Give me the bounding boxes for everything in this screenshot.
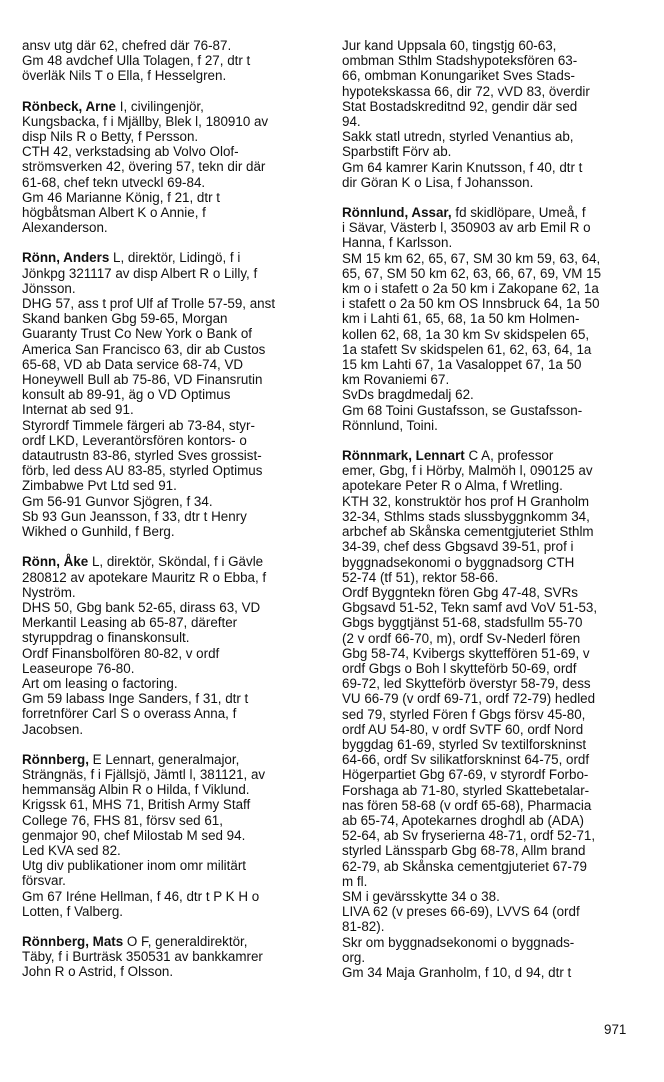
entry-line: Krigssk 61, MHS 71, British Army Staff <box>22 797 251 813</box>
entry-line: Ordf Byggntekn fören Gbg 47-48, SVRs <box>342 584 578 600</box>
entry-line: 52-74 (tf 51), rektor 58-66. <box>342 569 499 585</box>
entry-line: 52-64, ab Sv fryserierna 48-71, ordf 52-71, <box>342 828 596 844</box>
entry-line: Gm 67 Iréne Hellman, f 46, dtr t P K H o <box>22 888 260 904</box>
entry-line: Sakk statl utredn, styrled Venantius ab, <box>342 129 574 145</box>
entry-line: SvDs bragdmedalj 62. <box>342 387 474 403</box>
biography-entry <box>22 250 318 539</box>
biography-entry <box>22 752 318 919</box>
entry-line: 81-82). <box>342 919 385 935</box>
entry-line: km i Lahti 61, 65, 68, 1a 50 km Holmen- <box>342 311 580 327</box>
entry-line: Art om leasing o factoring. <box>22 675 178 691</box>
entry-line: Led KVA sed 82. <box>22 842 121 858</box>
entry-line: SM 15 km 62, 65, 67, SM 30 km 59, 63, 64, <box>342 250 601 266</box>
entry-line: emer, Gbg, f i Hörby, Malmöh l, 090125 av <box>342 463 593 479</box>
left-column <box>22 38 318 995</box>
entry-line: högbåtsman Albert K o Annie, f <box>22 205 206 221</box>
entry-line: DHG 57, ass t prof Ulf af Trolle 57-59, anst <box>22 296 276 312</box>
entry-line: 1a stafett Sv skidspelen 61, 62, 63, 64, 1a <box>342 341 592 357</box>
entry-line: arbchef ab Skånska cementgjuteriet Sthlm <box>342 524 594 540</box>
entry-line: KTH 32, konstruktör hos prof H Granholm <box>342 493 590 509</box>
entry-line: 65, 67, SM 50 km 62, 63, 66, 67, 69, VM 15 <box>342 265 602 281</box>
entry-line: Jönkpg 321117 av disp Albert R o Lilly, f <box>22 265 258 281</box>
entry-line: datautrustn 83-86, styrled Sves grossist- <box>22 448 262 464</box>
entry-line: ordf AU 54-80, v ordf SvTF 60, ordf Nord <box>342 721 584 737</box>
entry-line: konsult ab 89-91, äg o VD Optimus <box>22 387 231 403</box>
entry-line: org. <box>342 949 366 965</box>
entry-line <box>22 752 318 767</box>
entry-line: Styrordf Timmele färgeri ab 73-84, styr- <box>22 417 255 433</box>
entry-line: 61-68, chef tekn utveckl 69-84. <box>22 174 206 190</box>
entry-line: John R o Astrid, f Olsson. <box>22 964 174 980</box>
entry-line: överläk Nils T o Ella, f Hesselgren. <box>22 68 227 84</box>
entry-line: ansv utg där 62, chefred där 76-87. <box>22 38 232 53</box>
entry-line: i stafett o 2a 50 km OS Innsbruck 64, 1a 50 <box>342 296 600 312</box>
entry-line-text: fd skidlöpare, Umeå, f <box>451 205 586 221</box>
entry-line: ombman Sthlm Stadshypoteksfören 63- <box>342 53 578 69</box>
entry-line: Täby, f i Burträsk 350531 av bankkamrer <box>22 949 263 965</box>
entry-line: Honeywell Bull ab 75-86, VD Finansrutin <box>22 372 263 388</box>
entry-line: Gm 56-91 Gunvor Sjögren, f 34. <box>22 493 213 509</box>
entry-line: CTH 42, verkstadsing ab Volvo Olof- <box>22 144 239 160</box>
entry-line: Sb 93 Gun Jeansson, f 33, dtr t Henry <box>22 508 247 524</box>
entry-name: Rönnmark, Lennart <box>342 448 465 464</box>
entry-line: Kungsbacka, f i Mjällby, Blek l, 180910 av <box>22 113 269 129</box>
entry-line <box>22 99 318 114</box>
entry-line: Ordf Finansbolfören 80-82, v ordf <box>22 645 220 661</box>
entry-line: Jacobsen. <box>22 721 84 737</box>
entry-line: hypotekskassa 66, dir 72, vVD 83, överdir <box>342 83 590 99</box>
entry-name: Rönnberg, <box>22 751 89 767</box>
entry-line: Hanna, f Karlsson. <box>342 235 453 251</box>
entry-line: DHS 50, Gbg bank 52-65, dirass 63, VD <box>22 599 261 615</box>
entry-line: 66, ombman Konungariket Sves Stads- <box>342 68 575 84</box>
biography-entry <box>22 554 318 736</box>
biography-entry <box>22 38 318 84</box>
entry-line: styruppdrag o finanskonsult. <box>22 630 190 646</box>
entry-line: Alexanderson. <box>22 220 108 236</box>
entry-line: Skr om byggnadsekonomi o byggnads- <box>342 934 575 950</box>
entry-line: Gm 34 Maja Granholm, f 10, d 94, dtr t <box>342 964 572 980</box>
biography-entry <box>342 38 638 190</box>
entry-line: SM i gevärsskytte 34 o 38. <box>342 888 500 904</box>
entry-line: VU 66-79 (v ordf 69-71, ordf 72-79) hedled <box>342 691 596 707</box>
entry-line: Skand banken Gbg 59-65, Morgan <box>22 311 228 327</box>
entry-line <box>342 448 638 463</box>
entry-line: America San Francisco 63, dir ab Custos <box>22 341 266 357</box>
entry-line: ordf LKD, Leverantörsfören kontors- o <box>22 432 247 448</box>
entry-line-text: L, direktör, Sköndal, f i Gävle <box>88 554 264 570</box>
entry-line: genmajor 90, chef Milostab M sed 94. <box>22 827 246 843</box>
entry-line: byggnadsekonomi o byggnadsorg CTH <box>342 554 575 570</box>
right-column <box>342 38 638 995</box>
entry-line <box>342 205 638 220</box>
entry-name: Rönnlund, Assar, <box>342 205 452 221</box>
entry-line: Högerpartiet Gbg 67-69, v styrordf Forbo- <box>342 767 589 783</box>
entry-line: Internat ab sed 91. <box>22 402 134 418</box>
entry-line: nas fören 58-68 (v ordf 65-68), Pharmacia <box>342 797 592 813</box>
entry-line-text: L, direktör, Lidingö, f i <box>109 250 241 266</box>
entry-line: byggdag 61-69, styrled Sv textilforskninst <box>342 736 587 752</box>
entry-line: 32-34, Sthlms stads slussbyggnkomm 34, <box>342 508 590 524</box>
entry-line: styrled Länssparb Gbg 68-78, Allm brand <box>342 843 586 859</box>
entry-line: Gm 68 Toini Gustafsson, se Gustafsson- <box>342 402 583 418</box>
page-number: 971 <box>604 1022 627 1037</box>
biography-entry <box>22 934 318 980</box>
entry-line: försvar. <box>22 873 66 889</box>
entry-line <box>22 250 318 265</box>
entry-line-text: O F, generaldirektör, <box>123 933 248 949</box>
entry-line: Forshaga ab 71-80, styrled Skattebetalar- <box>342 782 590 798</box>
entry-line: strömsverken 42, övering 57, tekn dir där <box>22 159 266 175</box>
entry-line: Gm 46 Marianne König, f 21, dtr t <box>22 189 220 205</box>
entry-line: (2 v ordf 66-70, m), ordf Sv-Nederl fören <box>342 630 581 646</box>
entry-line: sed 79, styrled Fören f Gbgs försv 45-80, <box>342 706 586 722</box>
entry-line: ordf Gbgs o Boh l skytteförb 50-69, ordf <box>342 660 577 676</box>
entry-line: College 76, FHS 81, försv sed 61, <box>22 812 223 828</box>
entry-name: Rönn, Åke <box>22 554 89 570</box>
entry-line: Gbgs byggtjänst 51-68, stadsfullm 55-70 <box>342 615 583 631</box>
entry-line: Jur kand Uppsala 60, tingstjg 60-63, <box>342 38 557 53</box>
entry-line: Gm 48 avdchef Ulla Tolagen, f 27, dtr t <box>22 53 251 69</box>
entry-line: Gm 64 kamrer Karin Knutsson, f 40, dtr t <box>342 159 583 175</box>
entry-line: Utg div publikationer inom omr militärt <box>22 858 246 874</box>
entry-line: Zimbabwe Pvt Ltd sed 91. <box>22 478 177 494</box>
entry-line <box>22 554 318 569</box>
entry-name: Rönn, Anders <box>22 250 110 266</box>
entry-line: dir Göran K o Lisa, f Johansson. <box>342 174 534 190</box>
entry-line: Strängnäs, f i Fjällsjö, Jämtl l, 381121, av <box>22 766 266 782</box>
entry-line: Sparbstift Förv ab. <box>342 144 452 160</box>
entry-line: i Sävar, Västerb l, 350903 av arb Emil R o <box>342 220 591 236</box>
entry-line: 94. <box>342 114 361 130</box>
entry-line-text: E Lennart, generalmajor, <box>88 751 240 767</box>
entry-line: Rönnlund, Toini. <box>342 417 438 433</box>
entry-line: förb, led dess AU 83-85, styrled Optimus <box>22 463 263 479</box>
entry-line: km Rovaniemi 67. <box>342 372 450 388</box>
entry-line: 65-68, VD ab Data service 68-74, VD <box>22 356 244 372</box>
entry-line: 15 km Lahti 67, 1a Vasaloppet 67, 1a 50 <box>342 357 582 373</box>
entry-line: km o i stafett o 2a 50 km i Zakopane 62, 1a <box>342 281 599 297</box>
entry-line: apotekare Peter R o Alma, f Wretling. <box>342 478 563 494</box>
entry-name: Rönbeck, Arne <box>22 98 117 114</box>
entry-line: 62-79, ab Skånska cementgjuteriet 67-79 <box>342 858 587 874</box>
entry-line: kollen 62, 68, 1a 30 km Sv skidspelen 65, <box>342 326 590 342</box>
entry-line: Lotten, f Valberg. <box>22 903 123 919</box>
biography-entry <box>342 205 638 433</box>
entry-line: Stat Bostadskreditnd 92, gendir där sed <box>342 98 578 114</box>
entry-name: Rönnberg, Mats <box>22 933 124 949</box>
entry-line: ab 65-74, Apotekarnes droghdl ab (ADA) <box>342 812 584 828</box>
biography-entry <box>342 448 638 980</box>
entry-line: 280812 av apotekare Mauritz R o Ebba, f <box>22 569 267 585</box>
entry-line: Wikhed o Gunhild, f Berg. <box>22 524 175 540</box>
entry-line: 34-39, chef dess Gbgsavd 39-51, prof i <box>342 539 574 555</box>
entry-line: Leaseurope 76-80. <box>22 660 135 676</box>
entry-line: Guaranty Trust Co New York o Bank of <box>22 326 252 342</box>
entry-line: 64-66, ordf Sv silikatforskninst 64-75, ordf <box>342 752 590 768</box>
biography-entry <box>22 99 318 236</box>
entry-line: Jönsson. <box>22 280 76 296</box>
entry-line <box>22 934 318 949</box>
entry-line: Merkantil Leasing ab 65-87, därefter <box>22 615 238 631</box>
entry-line: LIVA 62 (v preses 66-69), LVVS 64 (ordf <box>342 904 580 920</box>
entry-line-text: C A, professor <box>464 448 554 464</box>
entry-line: Gbg 58-74, Kvibergs skytteffören 51-69, v <box>342 645 590 661</box>
entry-line-text: I, civilingenjör, <box>116 98 204 114</box>
entry-line: m fl. <box>342 873 368 889</box>
entry-line: forretnförer Carl S o overass Anna, f <box>22 706 237 722</box>
entry-line: hemmansäg Albin R o Hilda, f Viklund. <box>22 782 250 798</box>
entry-line: disp Nils R o Betty, f Persson. <box>22 129 199 145</box>
entry-line: 69-72, led Skytteförb överstyr 58-79, dess <box>342 676 591 692</box>
entry-line: Gm 59 labass Inge Sanders, f 31, dtr t <box>22 691 249 707</box>
entry-line: Gbgsavd 51-52, Tekn samf avd VoV 51-53, <box>342 600 598 616</box>
entry-line: Nyström. <box>22 584 76 600</box>
